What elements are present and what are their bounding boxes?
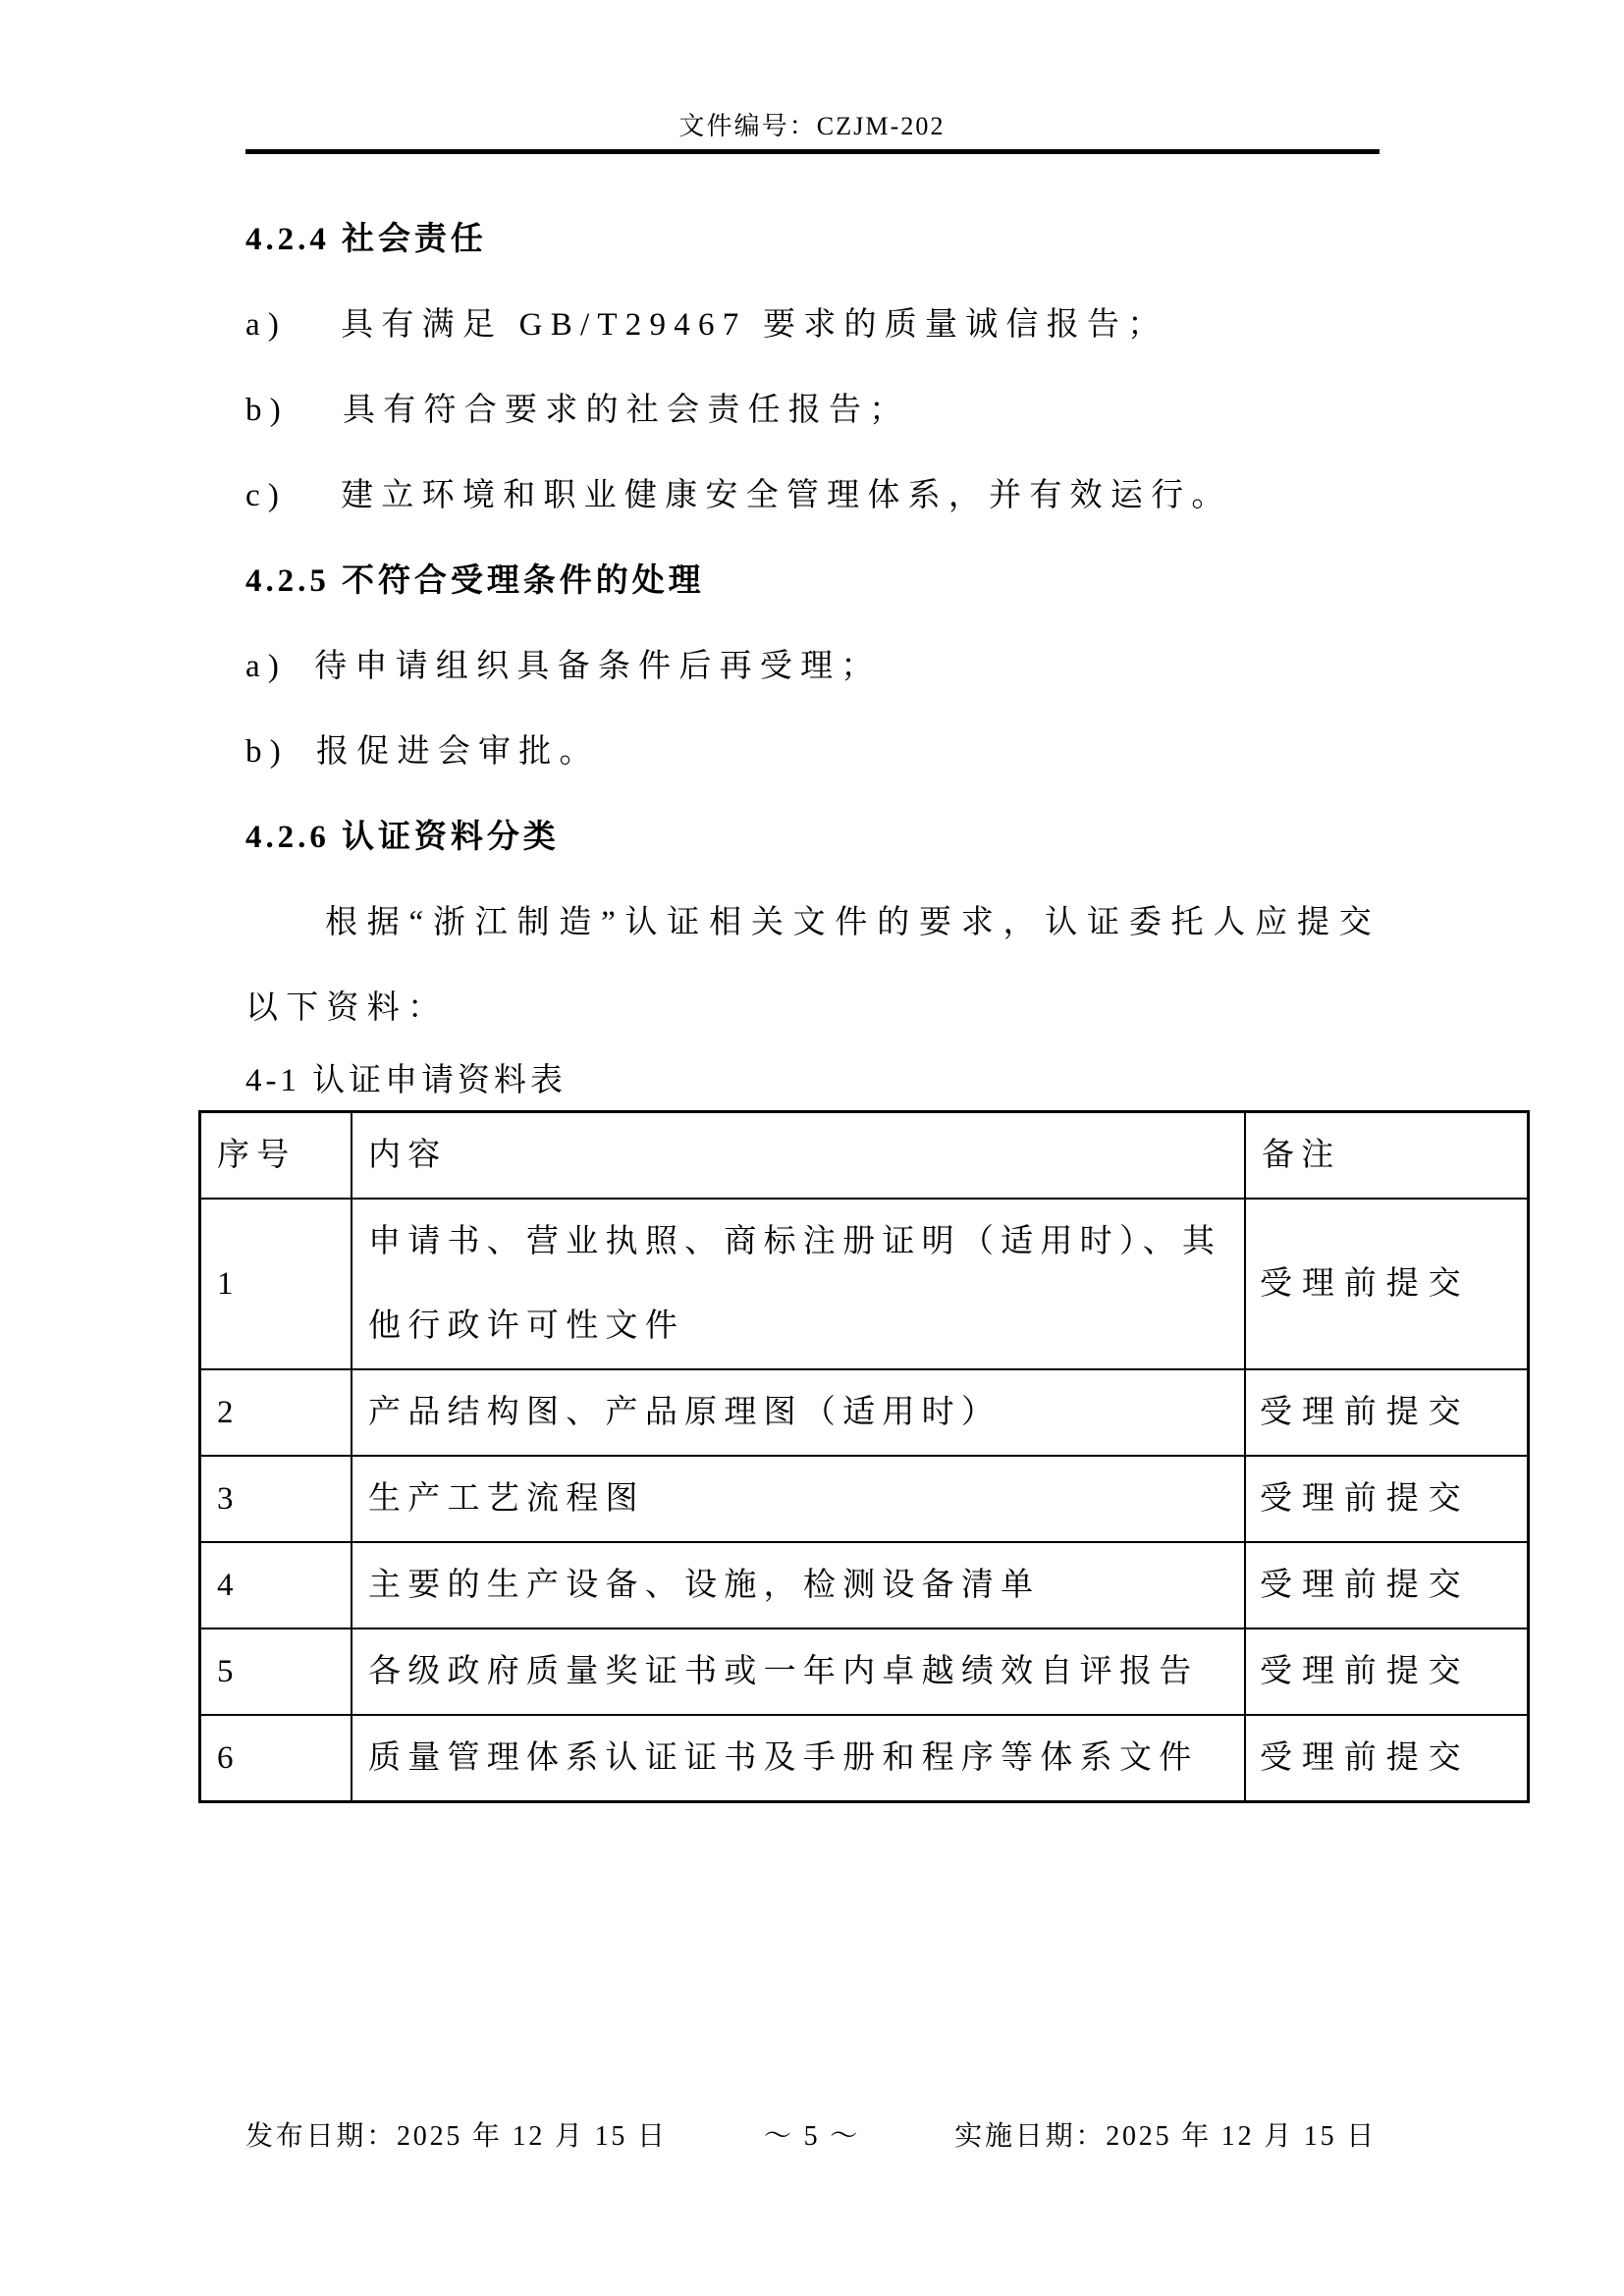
table-header-row bbox=[200, 1112, 1529, 1200]
table-caption: 4-1 认证申请资料表 bbox=[245, 1063, 567, 1098]
release-date: 发布日期：2025 年 12 月 15 日 bbox=[245, 2121, 668, 2152]
application-materials-table bbox=[198, 1110, 1530, 1803]
list-item bbox=[245, 368, 1380, 454]
list-item bbox=[245, 624, 1380, 710]
col-header-body: 内容 bbox=[352, 1112, 1245, 1200]
cell-no: 4 bbox=[200, 1542, 352, 1629]
section-heading-425: 4.2.5 不符合受理条件的处理 bbox=[245, 563, 705, 599]
section-paragraph: 根据“浙江制造”认证相关文件的要求，认证委托人应提交以下资料： bbox=[245, 905, 1380, 1026]
cell-body: 各级政府质量奖证书或一年内卓越绩效自评报告 bbox=[352, 1629, 1245, 1715]
table-row bbox=[200, 1629, 1529, 1715]
page-header bbox=[0, 0, 1624, 142]
section-heading-426: 4.2.6 认证资料分类 bbox=[245, 820, 560, 855]
table-row bbox=[200, 1199, 1529, 1369]
effective-date: 实施日期：2025 年 12 月 15 日 bbox=[954, 2121, 1377, 2152]
list-item-label: c) bbox=[245, 478, 288, 513]
cell-no: 6 bbox=[200, 1715, 352, 1802]
cell-body: 生产工艺流程图 bbox=[352, 1456, 1245, 1542]
header-rule bbox=[245, 149, 1380, 154]
list-item-text: 具有符合要求的社会责任报告； bbox=[343, 393, 910, 428]
cell-no: 5 bbox=[200, 1629, 352, 1715]
col-header-no: 序号 bbox=[200, 1112, 352, 1200]
list-item bbox=[245, 710, 1380, 795]
cell-note: 受理前提交 bbox=[1245, 1542, 1529, 1629]
list-item-label: a) bbox=[245, 307, 288, 343]
list-item bbox=[245, 283, 1380, 368]
list-item-text: 建立环境和职业健康安全管理体系，并有效运行。 bbox=[341, 478, 1232, 513]
list-item-label: b) bbox=[245, 393, 289, 428]
table-row bbox=[200, 1456, 1529, 1542]
list-item-text: 报促进会审批。 bbox=[316, 734, 600, 770]
cell-no: 1 bbox=[200, 1199, 352, 1369]
page-number: ～ 5 ～ bbox=[763, 2121, 861, 2152]
cell-note: 受理前提交 bbox=[1245, 1629, 1529, 1715]
cell-note: 受理前提交 bbox=[1245, 1715, 1529, 1802]
cell-note: 受理前提交 bbox=[1245, 1456, 1529, 1542]
table-row bbox=[200, 1715, 1529, 1802]
cell-body: 主要的生产设备、设施，检测设备清单 bbox=[352, 1542, 1245, 1629]
list-item-label: a) bbox=[245, 649, 288, 684]
list-item-label: b) bbox=[245, 734, 289, 770]
cell-body: 质量管理体系认证证书及手册和程序等体系文件 bbox=[352, 1715, 1245, 1802]
list-item-text: 待申请组织具备条件后再受理； bbox=[314, 649, 882, 684]
section-heading-424: 4.2.4 社会责任 bbox=[245, 222, 487, 257]
cell-note: 受理前提交 bbox=[1245, 1369, 1529, 1456]
document-body bbox=[217, 197, 1471, 1803]
cell-note: 受理前提交 bbox=[1245, 1199, 1529, 1369]
cell-no: 3 bbox=[200, 1456, 352, 1542]
table-row bbox=[200, 1369, 1529, 1456]
cell-body: 产品结构图、产品原理图（适用时） bbox=[352, 1369, 1245, 1456]
table-head bbox=[200, 1112, 1529, 1200]
list-item-text: 具有满足 GB/T29467 要求的质量诚信报告； bbox=[341, 307, 1168, 343]
list-item bbox=[245, 454, 1380, 539]
table-row bbox=[200, 1542, 1529, 1629]
cell-no: 2 bbox=[200, 1369, 352, 1456]
table-body bbox=[200, 1199, 1529, 1802]
col-header-note: 备注 bbox=[1245, 1112, 1529, 1200]
doc-code: 文件编号：CZJM-202 bbox=[678, 112, 946, 140]
cell-body: 申请书、营业执照、商标注册证明（适用时）、其他行政许可性文件 bbox=[352, 1199, 1245, 1369]
